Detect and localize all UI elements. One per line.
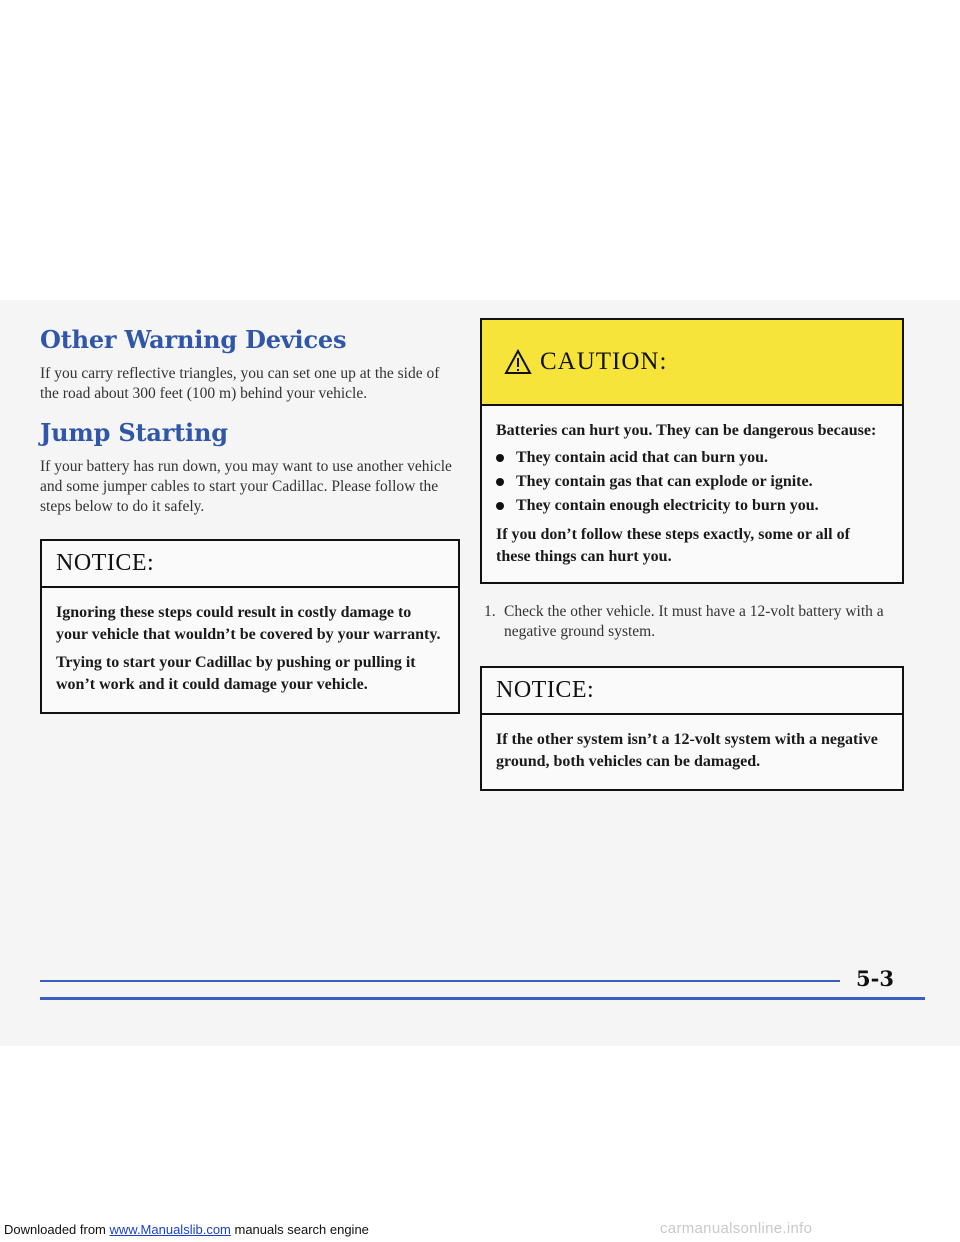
notice-text: If the other system isn’t a 12-volt system with a negative ground, both vehicles can be damaged. (496, 731, 878, 770)
bullet-icon (496, 478, 504, 486)
step-number: 1. (484, 603, 496, 620)
caution-bullet (496, 470, 888, 494)
page-number: 5-3 (856, 966, 894, 991)
caution-bullet (496, 446, 888, 470)
notice-box-right (480, 666, 904, 791)
caution-bullet-text: They contain acid that can burn you. (516, 449, 769, 466)
caution-title: CAUTION: (540, 348, 668, 375)
bullet-icon (496, 502, 504, 510)
footer-prefix: Downloaded from (4, 1222, 110, 1237)
footer-rule-top (40, 980, 840, 982)
notice-title: NOTICE: (482, 668, 902, 715)
warning-devices-paragraph: If you carry reflective triangles, you can set one up at the side of the road about 300 feet (100 m) behind your vehicle. (40, 365, 440, 402)
notice-body (42, 588, 458, 712)
jump-starting-paragraph: If your battery has run down, you may want to use another vehicle and some jumper cables to start your Cadillac. Please follow the steps below to do it safely. (40, 458, 452, 515)
warning-triangle-icon (504, 349, 532, 375)
right-column (480, 318, 904, 791)
step-text: Check the other vehicle. It must have a 12-volt battery with a negative ground system. (504, 603, 884, 640)
caution-intro: Batteries can hurt you. They can be dangerous because: (496, 422, 877, 439)
notice-box-left (40, 539, 460, 714)
caution-bullet (496, 494, 888, 518)
left-column (40, 325, 460, 714)
download-footer (4, 1222, 369, 1237)
caution-outro: If you don’t follow these steps exactly, some or all of these things can hurt you. (496, 526, 850, 565)
heading-jump-starting: Jump Starting (40, 418, 228, 447)
footer-suffix: manuals search engine (230, 1222, 369, 1237)
footer-rule-bottom (40, 997, 925, 1000)
notice-text-2: Trying to start your Cadillac by pushing or pulling it won’t work and it could damage your vehicle. (56, 654, 416, 693)
caution-box (480, 318, 904, 584)
heading-other-warning-devices: Other Warning Devices (40, 325, 347, 354)
step-1 (480, 602, 904, 642)
notice-text-1: Ignoring these steps could result in costly damage to your vehicle that wouldn’t be covered by your warranty. (56, 604, 441, 643)
bullet-icon (496, 454, 504, 462)
caution-bullet-text: They contain gas that can explode or ignite. (516, 473, 813, 490)
caution-header (482, 320, 902, 406)
watermark-text: carmanualsonline.info (660, 1220, 813, 1237)
manualslib-link[interactable]: www.Manualslib.com (109, 1222, 231, 1237)
caution-bullet-list (496, 446, 888, 518)
caution-body (482, 406, 902, 582)
notice-body (482, 715, 902, 789)
notice-title: NOTICE: (42, 541, 458, 588)
caution-bullet-text: They contain enough electricity to burn you. (516, 497, 819, 514)
